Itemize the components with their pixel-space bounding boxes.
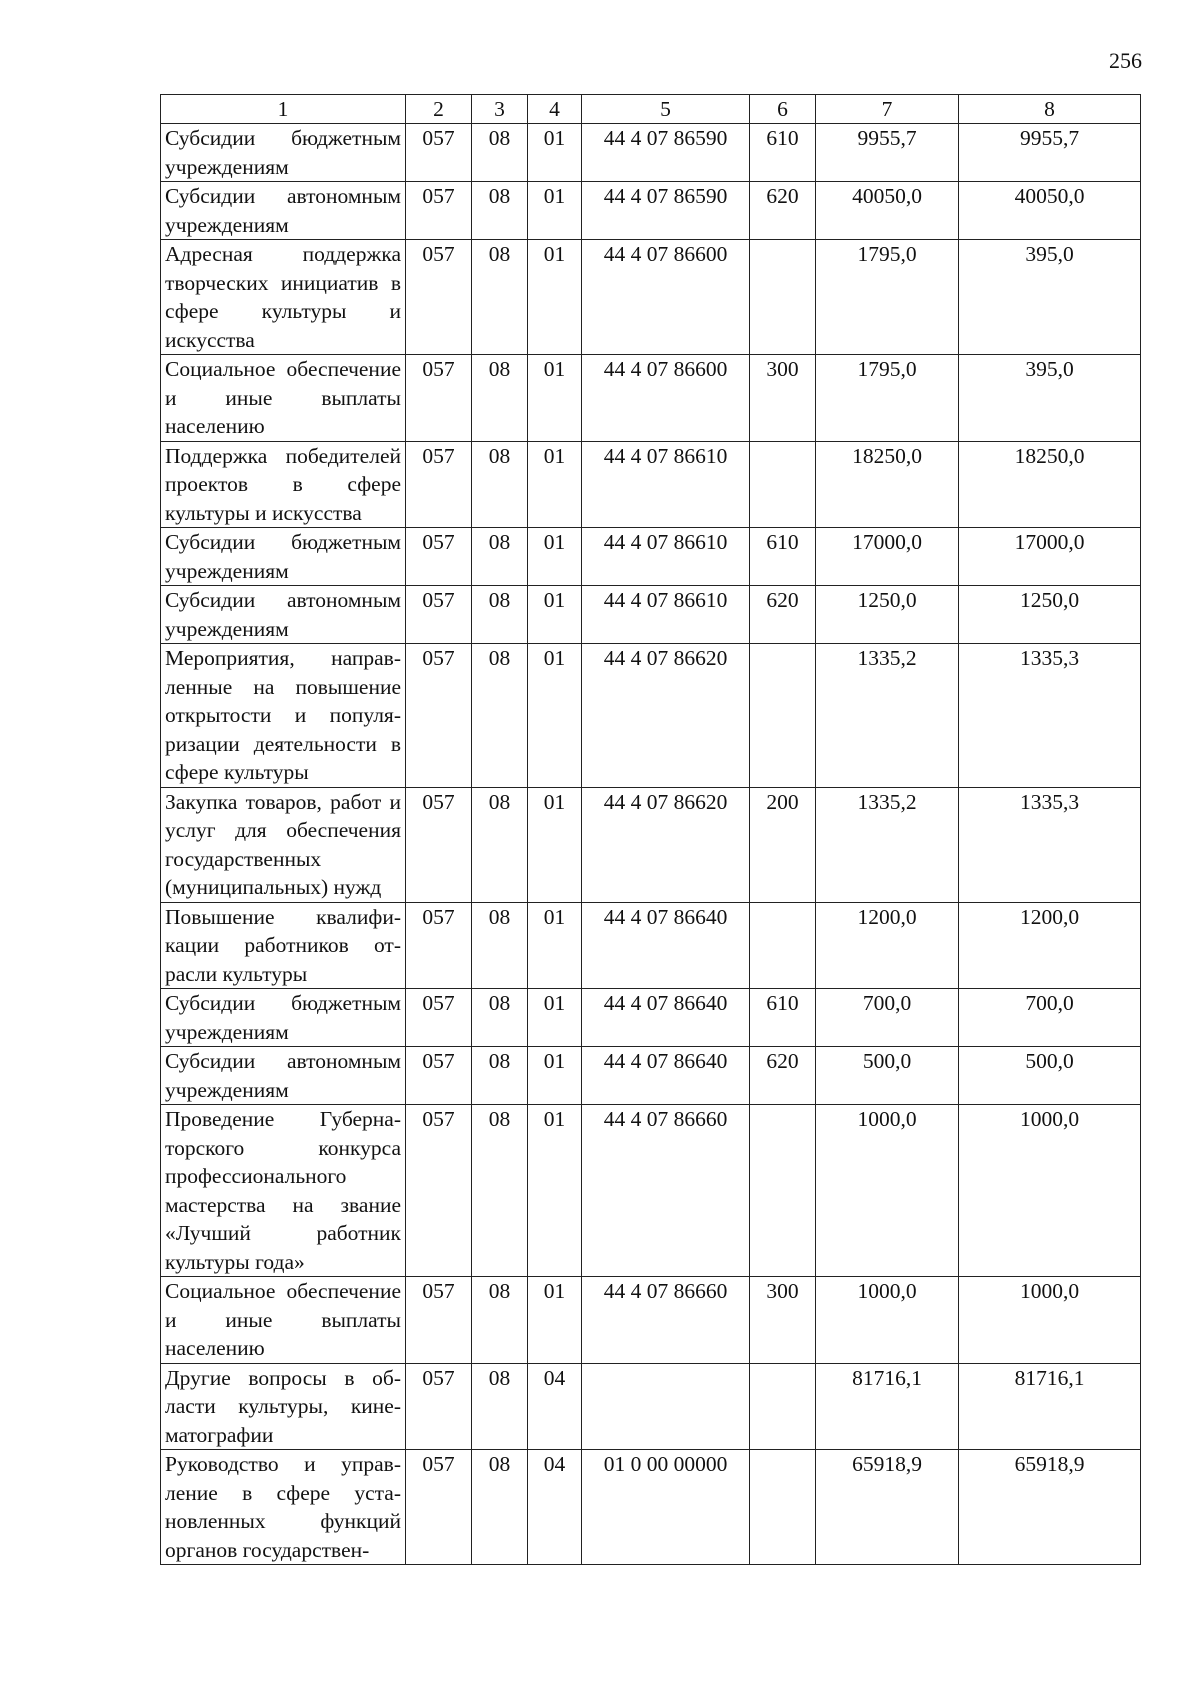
row-col-8-cell: 9955,7 [959,124,1141,182]
row-name-cell: Руководство и управление в сфере установленных функций органов государствен- [161,1450,406,1565]
row-col-2-cell: 057 [406,989,472,1047]
row-col-5-cell: 44 4 07 86600 [582,355,750,442]
table-row [161,902,1141,989]
row-col-5-cell: 44 4 07 86640 [582,902,750,989]
row-name-cell: Социальное обеспечение и иные выплаты населению [161,1277,406,1364]
row-col-8-cell: 395,0 [959,355,1141,442]
row-col-2-cell: 057 [406,182,472,240]
header-col-5: 5 [582,95,750,124]
row-col-6-cell: 300 [750,355,816,442]
row-col-5-cell: 44 4 07 86620 [582,787,750,902]
row-col-3-cell: 08 [472,989,528,1047]
row-col-5-cell: 44 4 07 86600 [582,240,750,355]
row-col-7-cell: 40050,0 [816,182,959,240]
row-col-2-cell: 057 [406,528,472,586]
row-col-7-cell: 18250,0 [816,441,959,528]
row-col-6-cell: 620 [750,182,816,240]
row-col-2-cell: 057 [406,240,472,355]
row-col-7-cell: 1200,0 [816,902,959,989]
row-col-8-cell: 81716,1 [959,1363,1141,1450]
row-col-4-cell: 01 [528,441,582,528]
row-col-7-cell: 9955,7 [816,124,959,182]
row-col-5-cell: 44 4 07 86620 [582,644,750,788]
row-col-8-cell: 700,0 [959,989,1141,1047]
row-col-6-cell [750,644,816,788]
row-col-8-cell: 1200,0 [959,902,1141,989]
row-col-7-cell: 81716,1 [816,1363,959,1450]
row-name-cell: Субсидии бюджетным учреждениям [161,528,406,586]
row-col-5-cell: 44 4 07 86610 [582,586,750,644]
row-col-6-cell [750,1363,816,1450]
row-col-5-cell: 01 0 00 00000 [582,1450,750,1565]
row-col-6-cell: 610 [750,989,816,1047]
row-col-2-cell: 057 [406,787,472,902]
row-col-8-cell: 65918,9 [959,1450,1141,1565]
row-col-3-cell: 08 [472,1047,528,1105]
row-col-5-cell: 44 4 07 86610 [582,528,750,586]
row-col-6-cell [750,441,816,528]
row-col-2-cell: 057 [406,644,472,788]
row-name-cell: Социальное обеспечение и иные выплаты населению [161,355,406,442]
row-col-7-cell: 1250,0 [816,586,959,644]
table-row [161,124,1141,182]
row-name-cell: Субсидии бюджетным учреждениям [161,989,406,1047]
row-col-2-cell: 057 [406,1363,472,1450]
row-name-cell: Поддержка победителей проектов в сфере культуры и искусства [161,441,406,528]
row-col-7-cell: 700,0 [816,989,959,1047]
row-col-5-cell: 44 4 07 86640 [582,989,750,1047]
row-col-3-cell: 08 [472,902,528,989]
row-col-8-cell: 1000,0 [959,1277,1141,1364]
row-col-3-cell: 08 [472,787,528,902]
row-col-5-cell: 44 4 07 86590 [582,124,750,182]
row-col-3-cell: 08 [472,528,528,586]
row-col-7-cell: 17000,0 [816,528,959,586]
row-col-4-cell: 01 [528,989,582,1047]
row-col-6-cell: 620 [750,586,816,644]
row-col-2-cell: 057 [406,441,472,528]
row-name-cell: Субсидии автономным учреждениям [161,1047,406,1105]
row-col-4-cell: 01 [528,1105,582,1277]
row-name-cell: Субсидии автономным учреждениям [161,586,406,644]
row-col-5-cell: 44 4 07 86660 [582,1105,750,1277]
row-name-cell: Проведение Губернаторского конкурса профессионального мастерства на звание «Лучший работник культуры года» [161,1105,406,1277]
header-col-2: 2 [406,95,472,124]
row-col-6-cell: 610 [750,124,816,182]
row-name-cell: Другие вопросы в области культуры, кинематографии [161,1363,406,1450]
row-name-cell: Субсидии автономным учреждениям [161,182,406,240]
table-row [161,644,1141,788]
table-row [161,1047,1141,1105]
row-col-4-cell: 01 [528,528,582,586]
row-col-3-cell: 08 [472,441,528,528]
row-col-3-cell: 08 [472,355,528,442]
row-col-4-cell: 01 [528,1047,582,1105]
row-col-7-cell: 1000,0 [816,1105,959,1277]
header-col-1: 1 [161,95,406,124]
row-col-8-cell: 40050,0 [959,182,1141,240]
row-col-8-cell: 18250,0 [959,441,1141,528]
table-row [161,989,1141,1047]
row-name-cell: Адресная поддержка творческих инициатив в сфере культуры и искусства [161,240,406,355]
row-col-3-cell: 08 [472,1105,528,1277]
row-col-4-cell: 01 [528,355,582,442]
table-row [161,182,1141,240]
header-col-6: 6 [750,95,816,124]
row-col-3-cell: 08 [472,1450,528,1565]
row-col-2-cell: 057 [406,1047,472,1105]
table-row [161,528,1141,586]
row-col-8-cell: 500,0 [959,1047,1141,1105]
header-col-8: 8 [959,95,1141,124]
row-col-6-cell [750,902,816,989]
row-col-6-cell: 200 [750,787,816,902]
row-col-4-cell: 01 [528,644,582,788]
row-col-8-cell: 1335,3 [959,787,1141,902]
row-col-8-cell: 1335,3 [959,644,1141,788]
row-col-5-cell: 44 4 07 86660 [582,1277,750,1364]
row-col-5-cell: 44 4 07 86590 [582,182,750,240]
row-col-6-cell: 610 [750,528,816,586]
row-col-4-cell: 01 [528,1277,582,1364]
row-col-5-cell: 44 4 07 86610 [582,441,750,528]
row-col-6-cell: 620 [750,1047,816,1105]
row-name-cell: Закупка товаров, работ и услуг для обеспечения государственных (муниципальных) нужд [161,787,406,902]
row-col-8-cell: 17000,0 [959,528,1141,586]
page-number: 256 [1109,48,1142,73]
row-col-4-cell: 01 [528,124,582,182]
table-row [161,1277,1141,1364]
header-col-7: 7 [816,95,959,124]
table-row [161,586,1141,644]
row-col-5-cell [582,1363,750,1450]
row-col-6-cell [750,1105,816,1277]
table-row [161,1363,1141,1450]
row-col-8-cell: 1000,0 [959,1105,1141,1277]
row-col-3-cell: 08 [472,1277,528,1364]
row-col-3-cell: 08 [472,586,528,644]
row-name-cell: Повышение квалификации работников отрасли культуры [161,902,406,989]
row-col-4-cell: 01 [528,182,582,240]
header-col-3: 3 [472,95,528,124]
row-col-7-cell: 1000,0 [816,1277,959,1364]
row-col-7-cell: 1795,0 [816,355,959,442]
row-col-7-cell: 65918,9 [816,1450,959,1565]
row-col-7-cell: 1795,0 [816,240,959,355]
table-row [161,787,1141,902]
table-header-row [161,95,1141,124]
table-row [161,441,1141,528]
row-name-cell: Субсидии бюджетным учреждениям [161,124,406,182]
header-col-4: 4 [528,95,582,124]
row-col-4-cell: 01 [528,787,582,902]
row-col-3-cell: 08 [472,644,528,788]
row-name-cell: Мероприятия, направленные на повышение открытости и популяризации деятельности в сфере культуры [161,644,406,788]
row-col-4-cell: 04 [528,1363,582,1450]
table-row [161,1450,1141,1565]
row-col-2-cell: 057 [406,124,472,182]
row-col-4-cell: 01 [528,586,582,644]
row-col-3-cell: 08 [472,240,528,355]
row-col-6-cell [750,1450,816,1565]
row-col-2-cell: 057 [406,586,472,644]
row-col-2-cell: 057 [406,1105,472,1277]
row-col-7-cell: 1335,2 [816,644,959,788]
row-col-4-cell: 01 [528,240,582,355]
budget-table [160,94,1141,1565]
table-body [161,124,1141,1565]
row-col-2-cell: 057 [406,355,472,442]
row-col-6-cell [750,240,816,355]
row-col-8-cell: 395,0 [959,240,1141,355]
row-col-5-cell: 44 4 07 86640 [582,1047,750,1105]
row-col-7-cell: 1335,2 [816,787,959,902]
row-col-2-cell: 057 [406,902,472,989]
row-col-7-cell: 500,0 [816,1047,959,1105]
row-col-3-cell: 08 [472,124,528,182]
row-col-6-cell: 300 [750,1277,816,1364]
row-col-2-cell: 057 [406,1277,472,1364]
row-col-8-cell: 1250,0 [959,586,1141,644]
table-row [161,1105,1141,1277]
row-col-3-cell: 08 [472,1363,528,1450]
row-col-4-cell: 01 [528,902,582,989]
table-row [161,355,1141,442]
row-col-4-cell: 04 [528,1450,582,1565]
row-col-3-cell: 08 [472,182,528,240]
table-row [161,240,1141,355]
row-col-2-cell: 057 [406,1450,472,1565]
